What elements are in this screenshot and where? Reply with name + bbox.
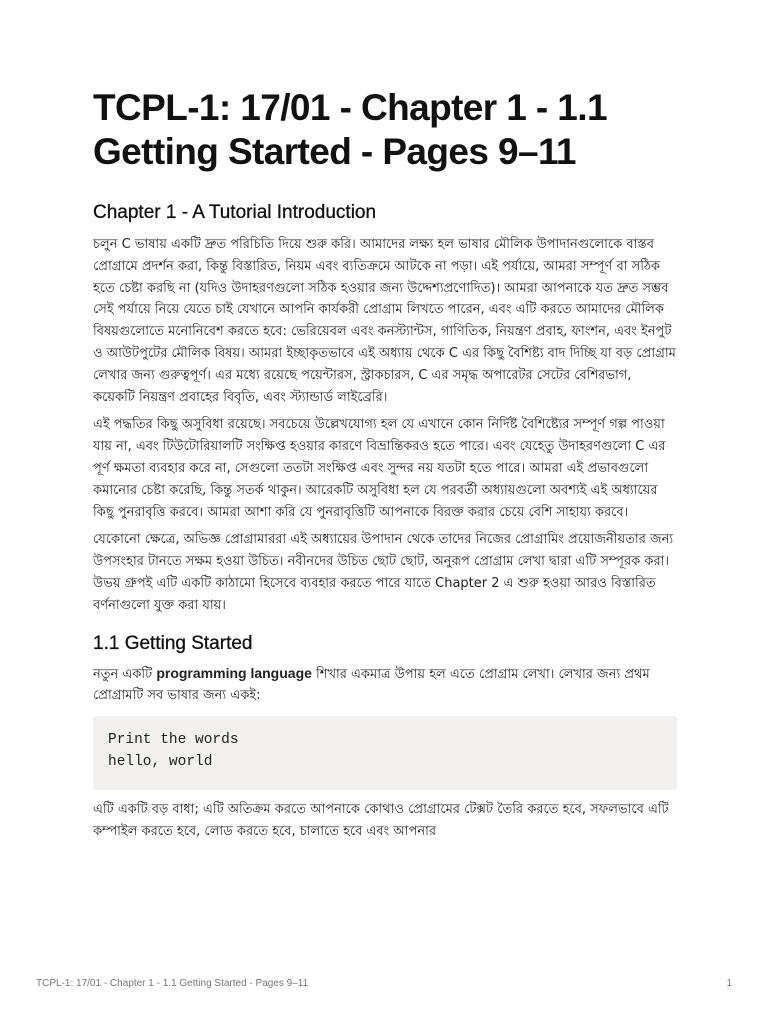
paragraph-text-start: নতুন একটি bbox=[93, 666, 157, 682]
section-heading-getting-started: 1.1 Getting Started bbox=[93, 632, 253, 654]
footer-title: TCPL-1: 17/01 - Chapter 1 - 1.1 Getting Started - Pages 9–11 bbox=[36, 978, 309, 989]
page-footer bbox=[36, 978, 732, 992]
paragraph-drawbacks: এই পদ্ধতির কিছু অসুবিধা রয়েছে। সবচেয়ে উল্লেখযোগ্য হল যে এখানে কোন নির্দিষ্ট বৈশিষ্ট্যের সম্পূর্ণ গল্প পাওয়া যায় না, এবং টিউটোরিয়ালটি সংক্ষিপ্ত হওয়ার কারণে বিভ্রান্তিকরও হতে পারে। এবং যেহেতু উদাহরণগুলো C এর পূর্ণ ক্ষমতা ব্যবহার করে না, সেগুলো ততটা সংক্ষিপ্ত এবং সুন্দর নয় যতটা হতে পারে। আমরা এই প্রভাবগুলো কমানোর চেষ্টা করেছি, কিন্তু সতর্ক থাকুন। আরেকটি অসুবিধা হল যে পরবর্তী অধ্যায়গুলো অবশ্যই এই অধ্যায়ের কিছু পুনরাবৃত্তি করবে। আমরা আশা করি যে পুনরাবৃত্তিটি আপনাকে বিরক্ত করার চেয়ে বেশি সাহায্য করবে। bbox=[93, 417, 666, 520]
paragraph-hurdle: এটি একটি বড় বাধা; এটি অতিক্রম করতে আপনাকে কোথাও প্রোগ্রামের টেক্সট তৈরি করতে হবে, সফলভাবে এটি কম্পাইল করতে হবে, লোড করতে হবে, চালাতে হবে এবং আপনার bbox=[93, 802, 669, 839]
bold-term: programming language bbox=[156, 664, 312, 681]
paragraph-intro: চলুন C ভাষায় একটি দ্রুত পরিচিতি দিয়ে শুরু করি। আমাদের লক্ষ্য হল ভাষার মৌলিক উপাদানগুলোকে বাস্তব প্রোগ্রামে প্রদর্শন করা, কিন্তু বিস্তারিত, নিয়ম এবং ব্যতিক্রমে আটকে না পড়া। এই পর্যায়ে, আমরা সম্পূর্ণ বা সঠিক হতে চেষ্টা করছি না (যদিও উদাহরণগুলো সঠিক হওয়ার জন্য উদ্দেশ্যপ্রণোদিত)। আমরা আপনাকে যত দ্রুত সম্ভব সেই পর্যায়ে নিয়ে যেতে চাই যেখানে আপনি কার্যকরী প্রোগ্রাম লিখতে পারেন, এবং এটি করতে আমাদের মৌলিক বিষয়গুলোতে মনোনিবেশ করতে হবে: ভেরিয়েবল এবং কনস্ট্যান্টস, গাণিতিক, নিয়ন্ত্রণ প্রবাহ, ফাংশন, এবং ইনপুট ও আউটপুটের মৌলিক বিষয়। আমরা ইচ্ছাকৃতভাবে এই অধ্যায় থেকে C এর কিছু বৈশিষ্ট্য বাদ দিচ্ছি যা বড় প্রোগ্রাম লেখার জন্য গুরুত্বপূর্ণ। এর মধ্যে রয়েছে পয়েন্টারস, স্ট্রাকচারস, C এর সমৃদ্ধ অপারেটর সেটের বেশিরভাগ, কয়েকটি নিয়ন্ত্রণ প্রবাহের বিবৃতি, এবং স্ট্যান্ডার্ড লাইব্রেরি। bbox=[93, 237, 676, 405]
paragraph-text-end: শিখার একমাত্র উপায় হল এতে প্রোগ্রাম লেখা। লেখার জন্য প্রথম প্রোগ্রামটি সব ভাষার জন্য একই: bbox=[93, 666, 650, 704]
page-title-line2: Getting Started - Pages 9–11 bbox=[93, 131, 576, 172]
paragraph-first-program bbox=[93, 663, 677, 708]
paragraph-experienced: যেকোনো ক্ষেত্রে, অভিজ্ঞ প্রোগ্রামাররা এই অধ্যায়ের উপাদান থেকে তাদের নিজের প্রোগ্রামিং প্রয়োজনীয়তার জন্য উপসংহার টানতে সক্ষম হওয়া উচিত। নবীনদের উচিত ছোট ছোট, অনুরূপ প্রোগ্রাম লেখা দ্বারা এটি সম্পূরক করা। উভয় গ্রুপই এটি একটি কাঠামো হিসেবে ব্যবহার করতে পারে যাতে Chapter 2 এ শুরু হওয়া আরও বিস্তারিত বর্ণনাগুলো যুক্ত করা যায়। bbox=[93, 532, 674, 613]
code-line: Print the words bbox=[108, 732, 239, 749]
code-block bbox=[93, 716, 677, 790]
section-heading-chapter1: Chapter 1 - A Tutorial Introduction bbox=[93, 202, 377, 223]
page-title bbox=[93, 86, 677, 174]
document-page bbox=[93, 86, 677, 843]
code-line: hello, world bbox=[108, 754, 213, 771]
page-number: 1 bbox=[726, 978, 732, 989]
page-title-line1: TCPL-1: 17/01 - Chapter 1 - 1.1 bbox=[93, 87, 607, 128]
